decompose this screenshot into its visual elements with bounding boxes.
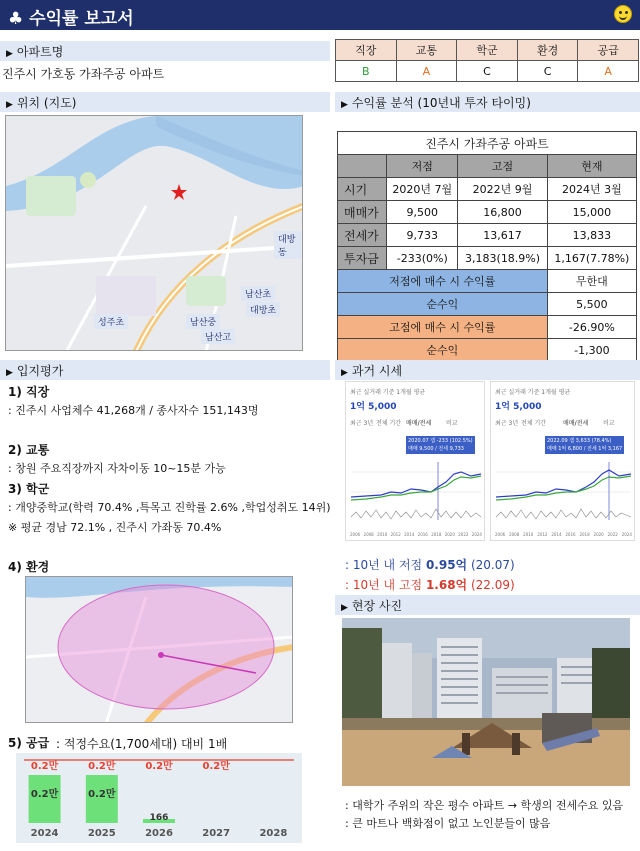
profit-cell: 2020년 7월 <box>387 178 458 201</box>
grade-table <box>335 39 639 82</box>
chart-tab[interactable]: 전체 기간 <box>521 420 547 427</box>
environment-map[interactable] <box>25 576 293 723</box>
tooltip-value: 매매 9,500 / 전세 9,733 <box>408 446 464 452</box>
year-label: 2028 <box>259 828 288 839</box>
profit-cell: 2024년 3월 <box>547 178 636 201</box>
supply-label: 0.2만 <box>88 789 116 800</box>
supply-label: 166 <box>149 813 169 823</box>
price-chart-left[interactable] <box>345 381 485 541</box>
grade-value: A <box>578 61 639 82</box>
chart-years: 2006 2008 2010 2012 2014 2016 2018 2020 2022 2024 <box>495 532 632 537</box>
low-price-line <box>345 556 515 573</box>
year-label: 2024 <box>30 828 59 839</box>
supply-chart-svg <box>16 753 302 843</box>
chart-caption: 최근 실거래 기준 1개월 평균 <box>350 389 426 396</box>
profit-row-label: 투자금 <box>338 247 387 270</box>
section-label: 위치 (지도) <box>16 96 77 110</box>
section-profit: ▶ 수익률 분석 (10년내 투자 타이밍) <box>335 92 640 112</box>
demand-label: 0.2만 <box>30 761 59 772</box>
chart-tab[interactable]: 전체 기간 <box>376 420 402 427</box>
demand-label: 0.2만 <box>88 761 116 772</box>
chart-price: 1억 5,000 <box>350 402 397 412</box>
chart-price: 1억 5,000 <box>495 402 542 412</box>
year-label: 2027 <box>202 828 231 839</box>
profit-cell: 3,183(18.9%) <box>458 247 547 270</box>
low-value: 0.95억 <box>425 558 468 572</box>
site-note-2: : 큰 마트나 백화점이 없고 노인분들이 많음 <box>345 817 551 830</box>
busstop-label: 대방초 <box>246 302 280 317</box>
supply-text: : 적정수요(1,700세대) 대비 1배 <box>56 737 228 751</box>
busstop-label: 남산고 <box>201 329 235 344</box>
job-text: : 진주시 사업체수 41,268개 / 종사자수 151,143명 <box>8 404 259 417</box>
low-net-label: 순수익 <box>338 293 548 316</box>
supply-chart <box>16 753 302 843</box>
chart-tooltip <box>545 436 624 454</box>
section-label: 입지평가 <box>16 364 64 378</box>
low-suffix: (20.07) <box>467 558 515 572</box>
busstop-label: 성주초 <box>94 314 128 329</box>
grade-value: B <box>336 61 397 82</box>
chart-tab[interactable]: 매매/전세 <box>406 420 432 427</box>
grade-header: 공급 <box>578 40 639 61</box>
profit-cell: 13,617 <box>458 224 547 247</box>
section-location: ▶ 위치 (지도) <box>0 92 330 112</box>
high-price-line <box>345 576 515 593</box>
site-photo <box>342 618 630 786</box>
grade-header: 교통 <box>396 40 457 61</box>
grade-header: 학군 <box>457 40 518 61</box>
high-buy-rate: -26.90% <box>547 316 636 339</box>
job-title: 1) 직장 <box>8 385 50 399</box>
supply-label: 0.2만 <box>30 789 59 800</box>
profit-cell: 15,000 <box>547 201 636 224</box>
title-bar <box>0 0 640 30</box>
low-net-value: 5,500 <box>547 293 636 316</box>
section-apartment: ▶ 아파트명 <box>0 41 330 61</box>
section-past: ▶ 과거 시세 <box>335 360 640 380</box>
profit-cell: 2022년 9월 <box>458 178 547 201</box>
section-label: 현장 사진 <box>351 599 403 613</box>
grade-header: 직장 <box>336 40 397 61</box>
high-net-label: 순수익 <box>338 339 548 362</box>
price-lines-right <box>491 462 635 527</box>
busstop-label: 대방동 <box>274 231 302 259</box>
apartment-name: 진주시 가호동 가좌주공 아파트 <box>2 67 165 81</box>
profit-cell: 9,500 <box>387 201 458 224</box>
site-photo-graphic <box>342 618 630 786</box>
profit-cell: 13,833 <box>547 224 636 247</box>
profit-row-label: 시기 <box>338 178 387 201</box>
chart-tab[interactable]: 비교 <box>446 420 458 427</box>
chart-tab[interactable]: 비교 <box>603 420 615 427</box>
section-site: ▶ 현장 사진 <box>335 595 640 615</box>
traffic-title: 2) 교통 <box>8 443 50 457</box>
section-label: 아파트명 <box>16 45 64 59</box>
low-buy-rate: 무한대 <box>547 270 636 293</box>
profit-row-label: 매매가 <box>338 201 387 224</box>
school-text: : 개양중학교(학력 70.4% ,특목고 진학률 2.6% ,학업성취도 14위) <box>8 501 331 514</box>
chart-tab[interactable]: 매매/전세 <box>563 420 589 427</box>
demand-label: 0.2만 <box>202 761 230 772</box>
section-siting: ▶ 입지평가 <box>0 360 330 380</box>
chart-years: 2006 2008 2010 2012 2014 2016 2018 2020 2022 2024 <box>350 532 482 537</box>
grade-value: C <box>457 61 518 82</box>
chart-tab[interactable]: 최근 3년 <box>495 420 519 427</box>
profit-cell: 16,800 <box>458 201 547 224</box>
tooltip-title: 2020.07 갭 -233 (102.5%) <box>408 438 473 444</box>
chart-tooltip <box>406 436 475 454</box>
section-label: 과거 시세 <box>351 364 403 378</box>
tooltip-title: 2022.09 갭 3,633 (78.4%) <box>547 438 612 444</box>
location-map[interactable] <box>5 115 303 351</box>
school-note: ※ 평균 경남 72.1% , 진주시 가좌동 70.4% <box>8 521 222 534</box>
profit-cell: 9,733 <box>387 224 458 247</box>
low-buy-label: 저점에 매수 시 수익률 <box>338 270 548 293</box>
price-lines-left <box>346 462 485 527</box>
profit-cell: -233(0%) <box>387 247 458 270</box>
page-title: 수익률 보고서 <box>29 9 134 29</box>
profit-cell: 1,167(7.78%) <box>547 247 636 270</box>
chart-tab[interactable]: 최근 3년 <box>350 420 374 427</box>
site-note-1: : 대학가 주위의 작은 평수 아파트 → 학생의 전세수요 있음 <box>345 799 624 812</box>
high-value: 1.68억 <box>425 578 468 592</box>
busstop-label: 남산초 <box>241 286 275 301</box>
profit-row-label: 전세가 <box>338 224 387 247</box>
supply-title: 5) 공급 <box>8 736 50 750</box>
high-buy-label: 고점에 매수 시 수익률 <box>338 316 548 339</box>
grade-header: 환경 <box>517 40 578 61</box>
traffic-text: : 창원 주요직장까지 자차이동 10~15분 가능 <box>8 462 226 475</box>
year-label: 2025 <box>87 828 116 839</box>
profit-col: 고점 <box>458 155 547 178</box>
profit-title: 진주시 가좌주공 아파트 <box>338 132 637 155</box>
profit-col: 현재 <box>547 155 636 178</box>
tooltip-value: 매매 1억 6,800 / 전세 1억 3,167 <box>547 446 623 452</box>
school-title: 3) 학군 <box>8 482 50 496</box>
high-prefix: : 10년 내 고점 <box>345 578 426 592</box>
club-icon: ♣ <box>8 9 24 29</box>
grade-value: C <box>517 61 578 82</box>
low-prefix: : 10년 내 저점 <box>345 558 426 572</box>
price-chart-right[interactable] <box>490 381 635 541</box>
chart-caption: 최근 실거래 기준 1개월 평균 <box>495 389 571 396</box>
section-label: 수익률 분석 (10년내 투자 타이밍) <box>351 96 531 110</box>
env-title: 4) 환경 <box>8 560 50 574</box>
high-net-value: -1,300 <box>547 339 636 362</box>
grade-value: A <box>396 61 457 82</box>
year-label: 2026 <box>145 828 173 839</box>
demand-label: 0.2만 <box>145 761 173 772</box>
smiley-icon <box>614 5 632 23</box>
environment-map-graphic <box>26 577 293 723</box>
profit-col: 저점 <box>387 155 458 178</box>
busstop-label: 남산중 <box>186 314 220 329</box>
profit-table <box>337 131 637 362</box>
high-suffix: (22.09) <box>467 578 515 592</box>
